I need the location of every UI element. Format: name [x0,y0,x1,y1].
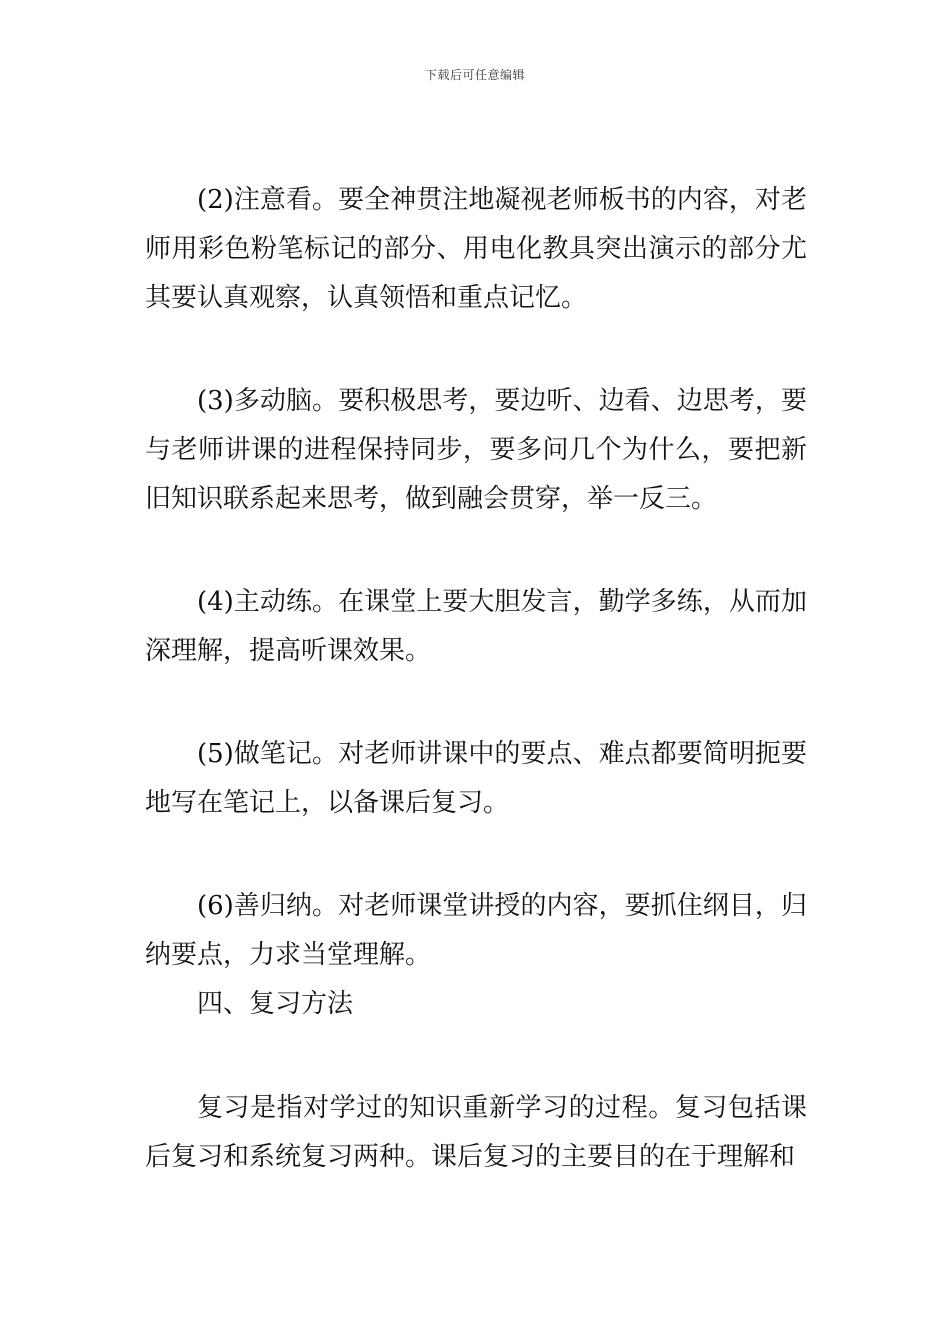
paragraph-active-practice: (4)主动练。在课堂上要大胆发言，勤学多练，从而加深理解，提高听课效果。 [145,587,807,666]
paragraph-attentive-viewing: (2)注意看。要全神贯注地凝视老师板书的内容，对老师用彩色粉笔标记的部分、用电化教具突出演示的部分尤其要认真观察，认真领悟和重点记忆。 [145,185,807,313]
paragraph-take-notes: (5)做笔记。对老师讲课中的要点、难点都要简明扼要地写在笔记上，以备课后复习。 [145,739,807,818]
paragraph-summarize: (6)善归纳。对老师课堂讲授的内容，要抓住纲目，归纳要点，力求当堂理解。 [145,891,807,970]
paragraph-active-thinking: (3)多动脑。要积极思考，要边听、边看、边思考，要与老师讲课的进程保持同步，要多问几个为什么，要把新旧知识联系起来思考，做到融会贯穿，举一反三。 [145,386,807,514]
document-body [145,176,807,1182]
paragraph-review-intro: 复习是指对学过的知识重新学习的过程。复习包括课后复习和系统复习两种。课后复习的主要目的在于理解和 [145,1093,807,1172]
page-header-note: 下载后可任意编辑 [424,68,525,82]
section-heading-review-methods: 四、复习方法 [197,989,354,1019]
